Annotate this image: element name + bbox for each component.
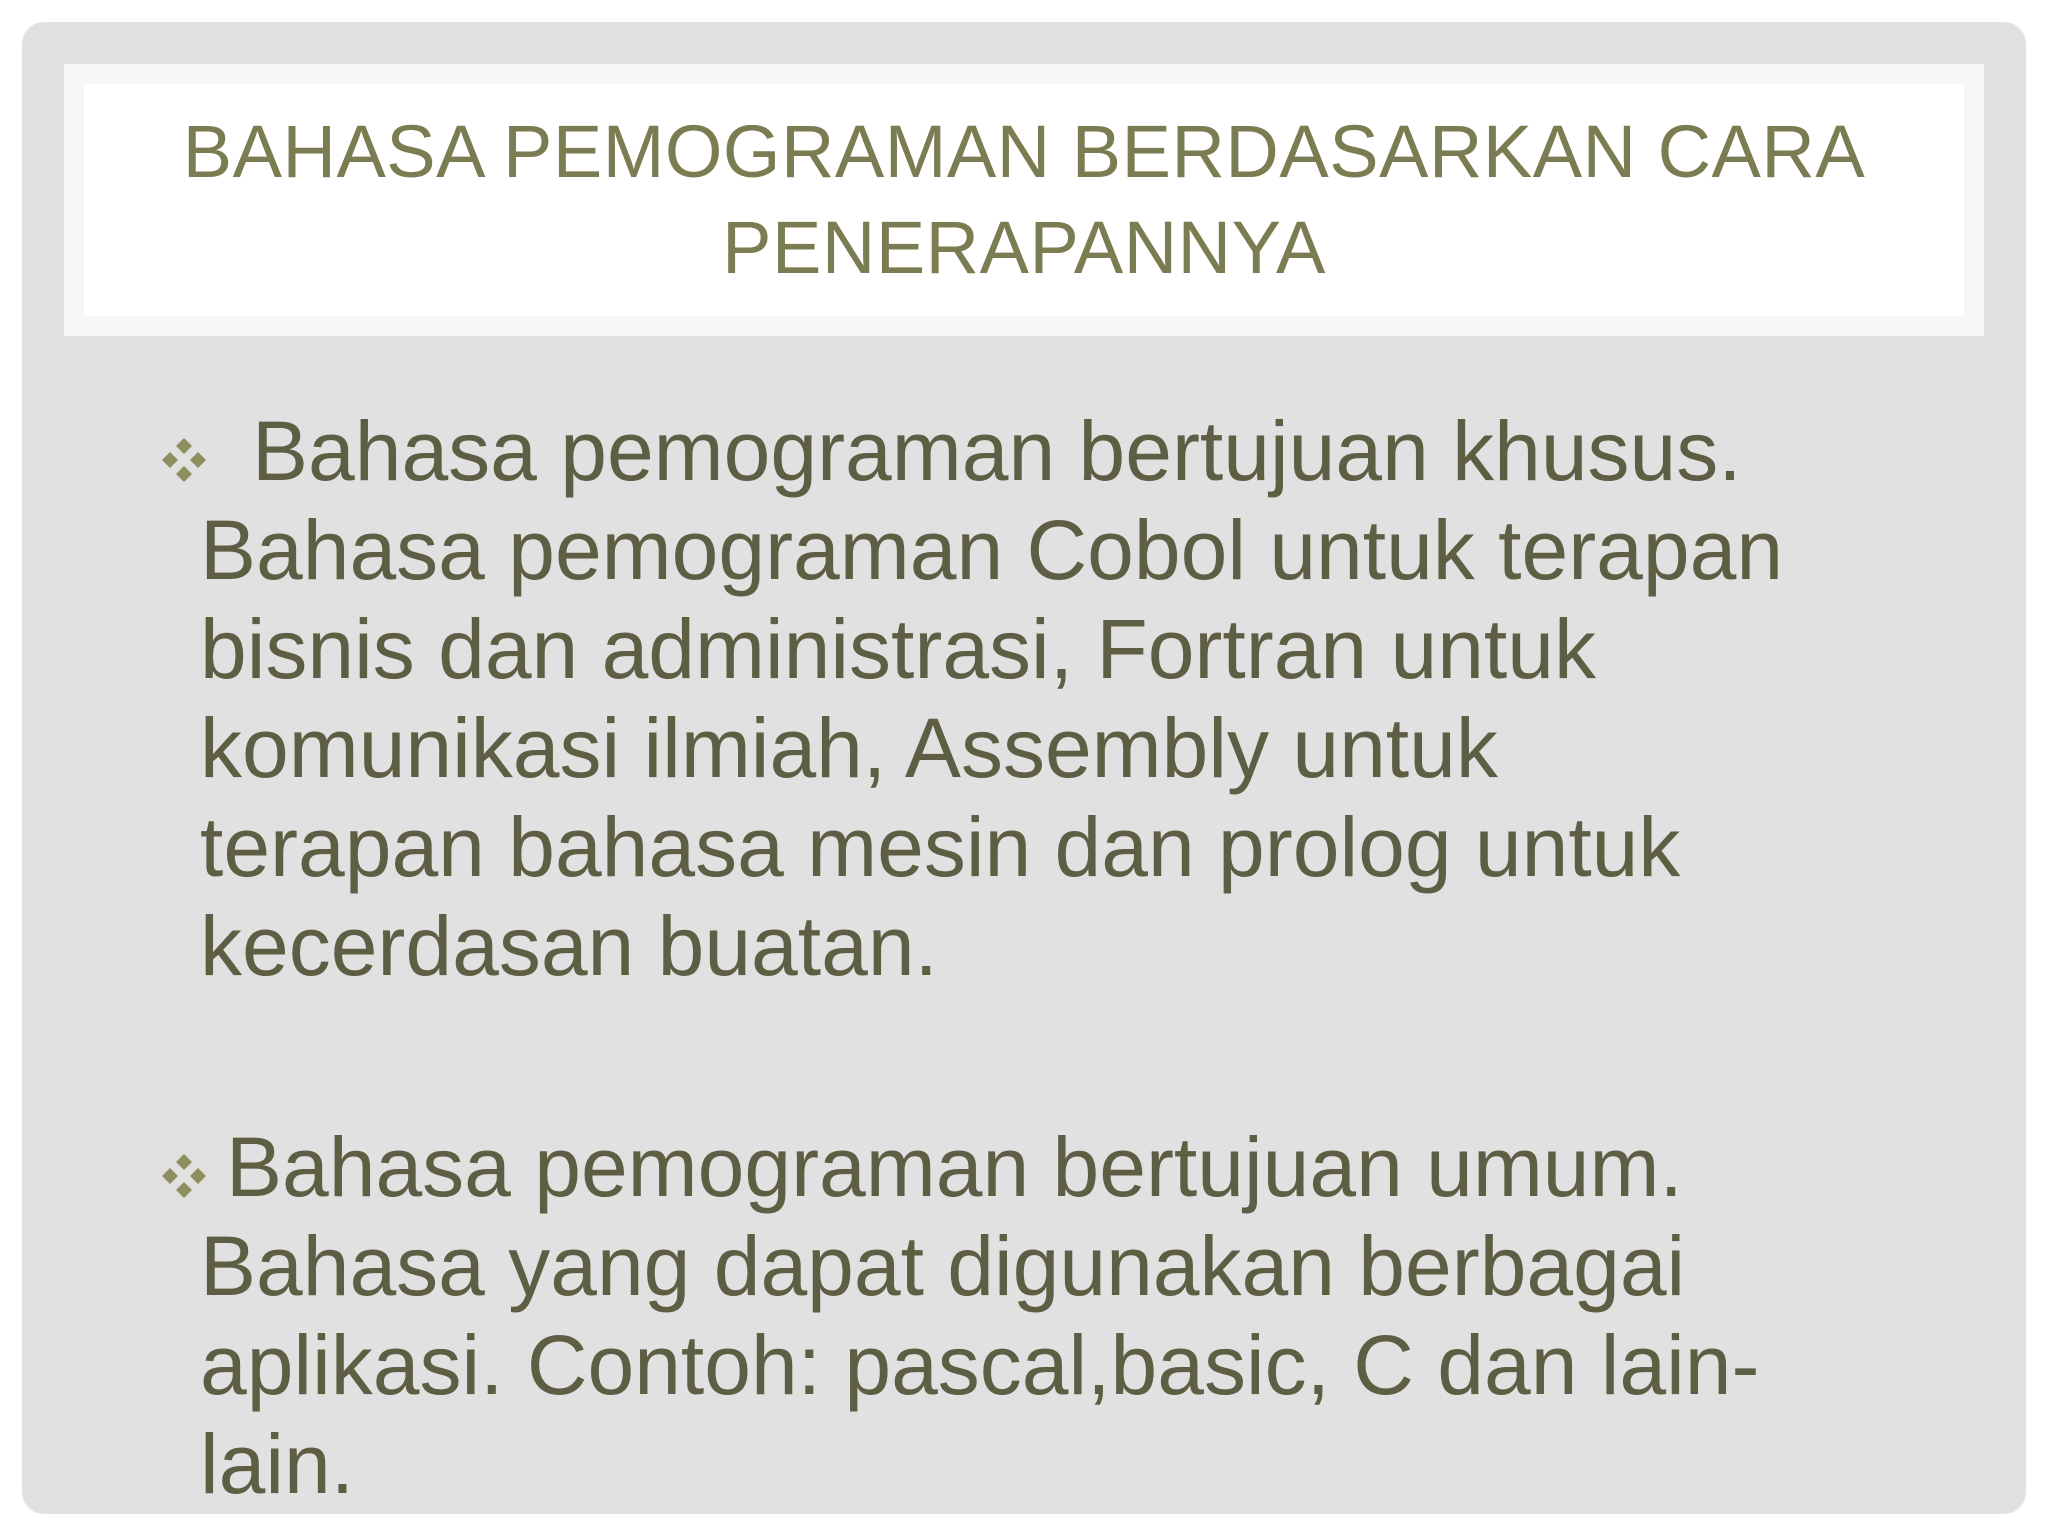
bullet-general-purpose: [150, 1118, 1950, 1514]
bullet-2-line-3: aplikasi. Contoh: pascal,basic, C dan lain-: [200, 1318, 1760, 1412]
bullet-1-line-3: bisnis dan administrasi, Fortran untuk: [200, 602, 1596, 696]
bullet-special-purpose: [150, 402, 1950, 996]
slide-title-line-1: BAHASA PEMOGRAMAN BERDASARKAN CARA: [182, 110, 1866, 193]
bullet-1-line-4: komunikasi ilmiah, Assembly untuk: [200, 701, 1498, 795]
bullet-1-line-6: kecerdasan buatan.: [200, 899, 938, 993]
bullet-2-line-1: Bahasa pemograman bertujuan umum.: [226, 1120, 1683, 1214]
bullet-2-line-4: lain.: [200, 1417, 355, 1511]
slide: [22, 22, 2026, 1514]
bullet-1-line-1: Bahasa pemograman bertujuan khusus.: [252, 404, 1742, 498]
slide-body: [22, 22, 2026, 1514]
slide-title-line-2: PENERAPANNYA: [722, 206, 1326, 289]
bullet-1-line-5: terapan bahasa mesin dan prolog untuk: [200, 800, 1681, 894]
bullet-2-line-2: Bahasa yang dapat digunakan berbagai: [200, 1219, 1686, 1313]
bullet-1-line-2: Bahasa pemograman Cobol untuk terapan: [200, 503, 1784, 597]
